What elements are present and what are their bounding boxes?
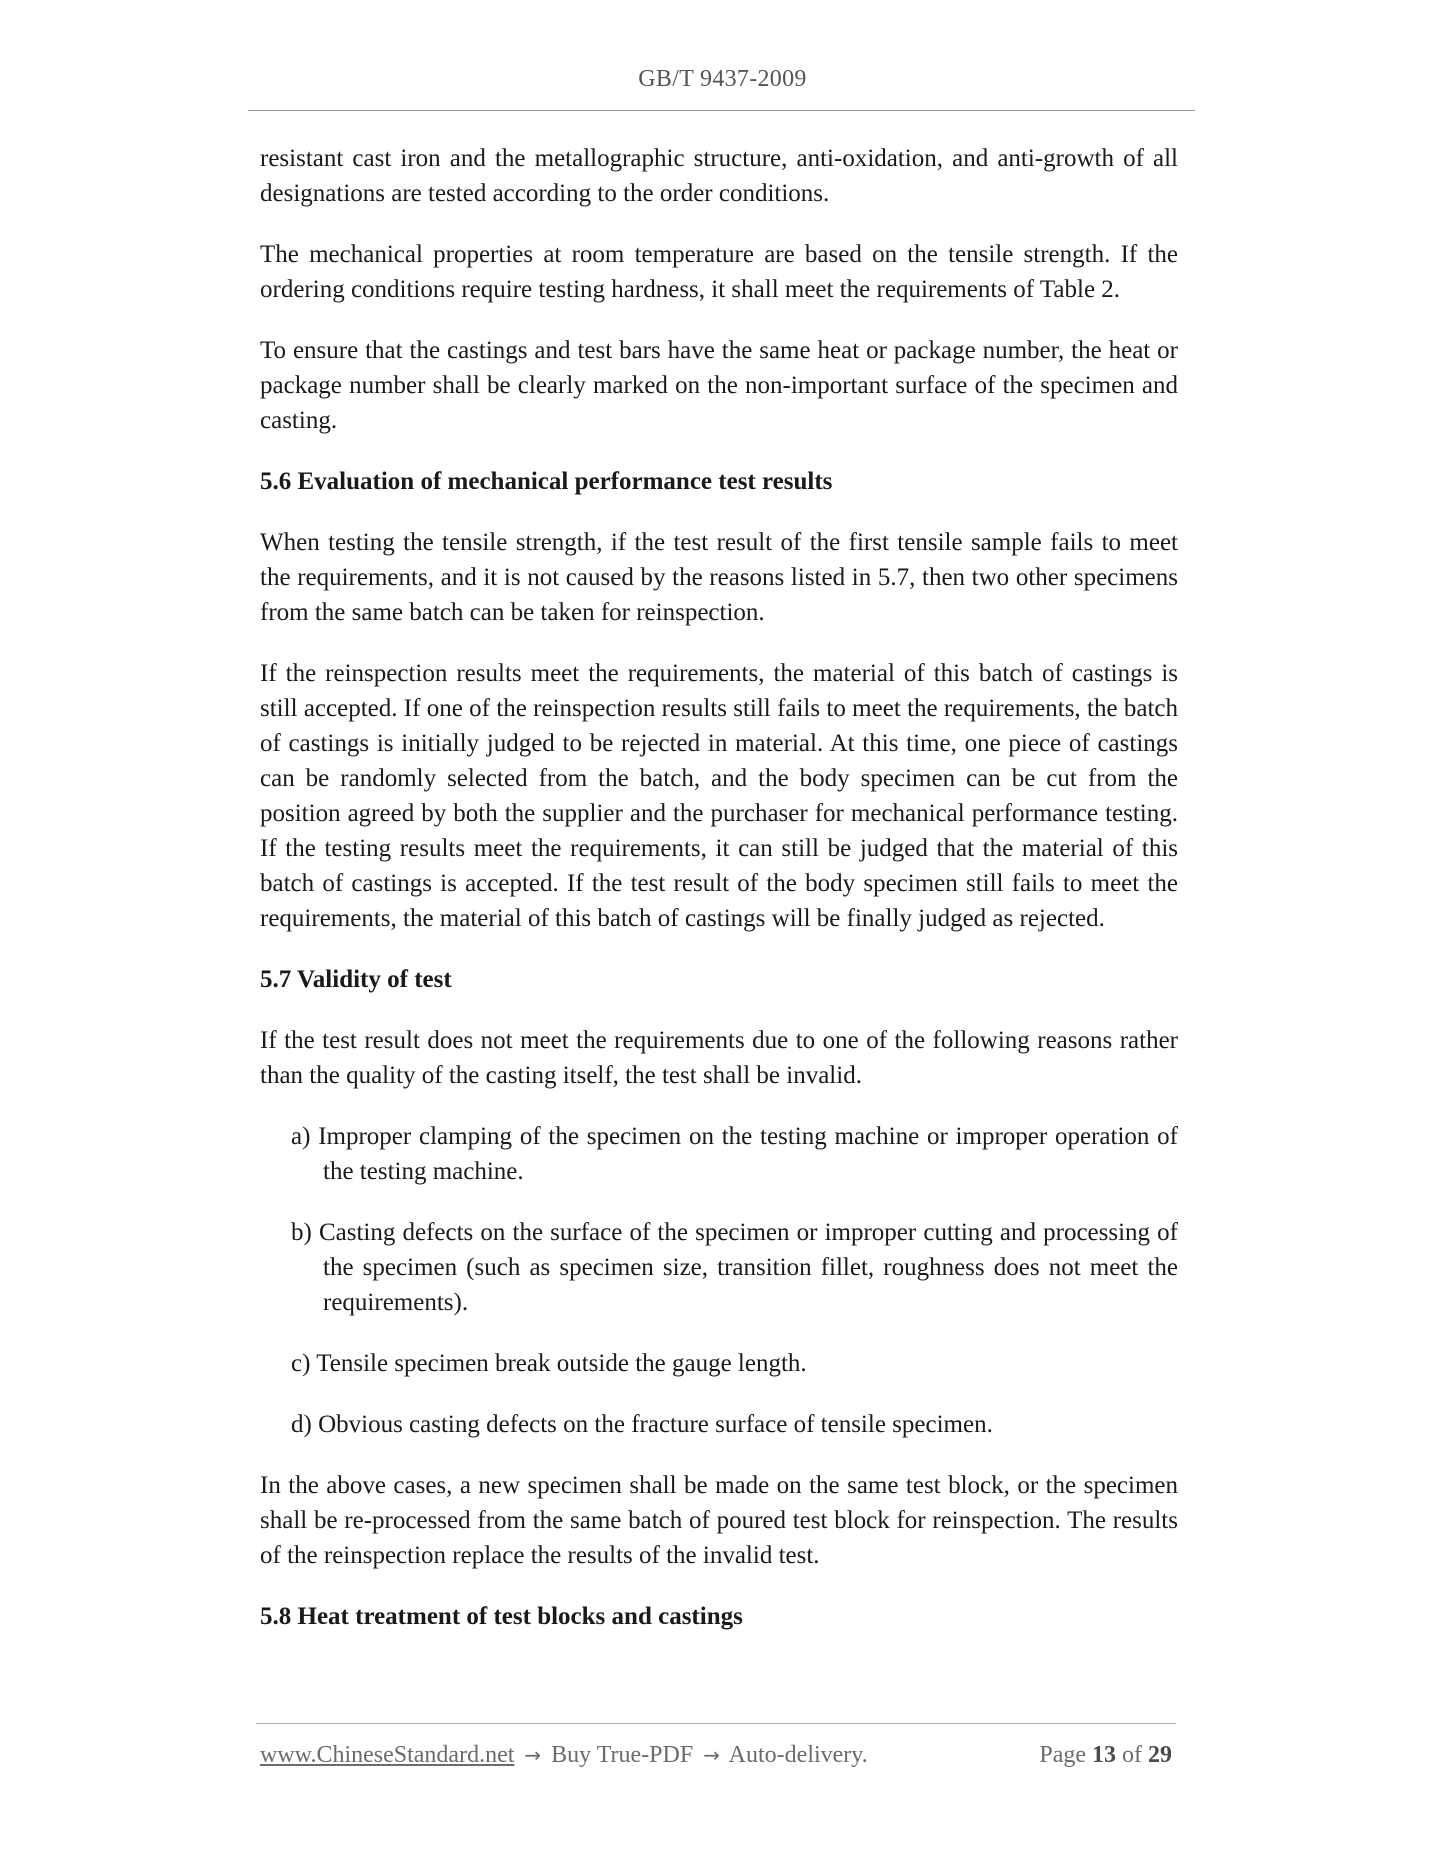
list-item: d) Obvious casting defects on the fracture surface of tensile specimen. (291, 1411, 993, 1438)
section-heading-5-6: 5.6 Evaluation of mechanical performance test results (260, 468, 833, 495)
paragraph: If the reinspection results meet the requirements, the material of this batch of castings is still accepted. If one of the reinspection results still fails to meet the requirements, the batch of castings is initially judged to be rejected in material. At this time, one piece of castings can be randomly selected from the batch, and the body specimen can be cut from the position agreed by both the supplier and the purchaser for mechanical performance testing. If the testing results meet the requirements, it can still be judged that the material of this batch of castings is accepted. If the test result of the body specimen still fails to meet the requirements, the material of this batch of castings will be finally judged as rejected. (260, 660, 1178, 932)
paragraph: resistant cast iron and the metallographic structure, anti-oxidation, and anti-growth of all designations are tested according to the order conditions. (260, 145, 1178, 207)
page-content (260, 141, 1178, 1660)
document-header-title: GB/T 9437-2009 (638, 66, 807, 92)
paragraph: In the above cases, a new specimen shall be made on the same test block, or the specimen shall be re-processed from the same batch of poured test block for reinspection. The results of the reinspection replace the results of the invalid test. (260, 1472, 1178, 1569)
list-item: a) Improper clamping of the specimen on the testing machine or improper operation of the testing machine. (291, 1123, 1178, 1185)
footer-left (260, 1742, 868, 1769)
page-label: Page (1039, 1742, 1086, 1768)
arrow-right-icon: → (703, 1743, 720, 1767)
auto-delivery-text: Auto-delivery. (728, 1742, 868, 1768)
total-page-number: 29 (1148, 1742, 1172, 1768)
buy-pdf-text: Buy True-PDF (551, 1742, 694, 1768)
website-link[interactable]: www.ChineseStandard.net (260, 1742, 515, 1768)
page-indicator (1039, 1742, 1172, 1769)
paragraph: To ensure that the castings and test bars have the same heat or package number, the heat or package number shall be clearly marked on the non-important surface of the specimen and casting. (260, 337, 1178, 434)
paragraph: The mechanical properties at room temperature are based on the tensile strength. If the ordering conditions require testing hardness, it shall meet the requirements of Table 2. (260, 241, 1178, 303)
section-heading-5-7: 5.7 Validity of test (260, 966, 452, 993)
paragraph: If the test result does not meet the requirements due to one of the following reasons rather than the quality of the casting itself, the test shall be invalid. (260, 1027, 1178, 1089)
of-label: of (1122, 1742, 1142, 1768)
header-divider (248, 110, 1195, 111)
reasons-list (260, 1119, 1178, 1442)
list-item: b) Casting defects on the surface of the specimen or improper cutting and processing of the specimen (such as specimen size, transition fillet, roughness does not meet the requirements). (291, 1219, 1178, 1316)
paragraph: When testing the tensile strength, if the test result of the first tensile sample fails to meet the requirements, and it is not caused by the reasons listed in 5.7, then two other specimens from the same batch can be taken for reinspection. (260, 529, 1178, 626)
current-page-number: 13 (1092, 1742, 1116, 1768)
list-item: c) Tensile specimen break outside the gauge length. (291, 1350, 807, 1377)
section-heading-5-8: 5.8 Heat treatment of test blocks and castings (260, 1603, 743, 1630)
footer-divider (256, 1723, 1176, 1724)
arrow-right-icon: → (524, 1743, 542, 1767)
page-footer (260, 1742, 1172, 1769)
